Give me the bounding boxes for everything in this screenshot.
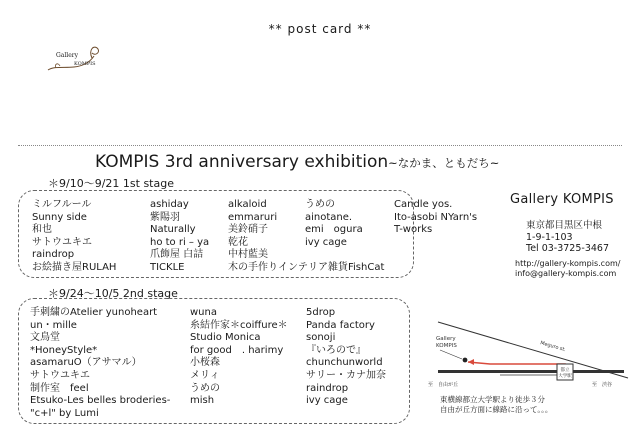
participant-name: サトウユキエ [30,369,90,381]
participant-name: 糸結作家＊coiffure＊ [190,319,288,331]
participant-name: TICKLE [150,261,185,273]
address-line: 1-9-1-103 [526,231,573,243]
gallery-location-icon [463,358,468,363]
participant-name: Ito-asobi NYarn's [394,211,478,223]
participant-name: ainotane. [305,211,353,223]
participant-name: Etsuko-Les belles broderies- [30,395,171,407]
logo-gallery-text: Gallery [56,52,79,59]
route-line [468,362,565,370]
stage1-column-1 [32,199,116,275]
stage2-column-1 [30,307,170,420]
participant-name: 爪飾屋 白詰 [150,249,204,261]
participant-name: sonoji [306,332,336,344]
stage2-column-3 [306,307,386,408]
participant-name: ho to ri – ya [150,236,210,248]
map-gallery-label: KOMPIS [436,343,457,349]
station-label: 大学駅 [558,374,572,379]
exhibition-title-main: KOMPIS 3rd anniversary exhibition [95,152,389,172]
participant-name: mish [190,395,215,407]
exhibition-title [95,152,499,172]
stage1-label: ＊9/10〜9/21 1st stage [48,177,174,190]
participant-name: emi ogura [305,224,363,236]
participant-name: 文鳥堂 [30,332,60,344]
participant-name: 小桜森 [190,357,220,369]
map-gallery-label: Gallery [436,336,456,342]
stage2-label: ＊9/24〜10/5 2nd stage [48,287,178,300]
access-note-line: 東横線都立大学駅より徒歩３分 [440,395,545,404]
participant-name: Candle yos. [394,199,453,210]
participant-name: "c+l" by Lumi [30,407,99,419]
participant-name: *HoneyStyle* [30,344,98,356]
website-url: http://gallery-kompis.com/ [515,259,621,268]
participant-name: うめの [190,382,220,394]
exhibition-title-sub: ~なかま、ともだち~ [388,156,500,170]
participant-name: 5drop [306,307,336,318]
participant-name: un・mille [30,319,77,331]
participant-name: うめの [305,199,335,210]
participant-name: お絵描き屋RULAH [32,261,117,273]
rail-line [438,370,624,373]
meguro-street-line [438,322,628,378]
participant-name: 乾花 [228,236,248,248]
gallery-web [515,259,620,279]
participant-name: Panda factory [306,319,375,331]
participant-name: chunchunworld [306,357,383,369]
participant-name: asamaruO（アサマル） [30,357,142,369]
dotted-separator [18,145,622,146]
participant-name: サトウユキエ [32,236,92,248]
phone-number: Tel 03-3725-3467 [526,243,609,254]
participant-name: raindrop [306,382,349,394]
gallery-name: Gallery KOMPIS [510,192,614,207]
access-note [440,395,552,414]
participant-name: for good . harimy [190,344,284,356]
participant-name: 木の手作りインテリア雑貨FishCat [228,261,385,273]
participant-name: ivy cage [305,236,347,248]
participant-name: Sunny side [32,211,87,223]
participant-name: ivy cage [306,395,348,407]
participant-name: alkaloid [228,199,267,210]
stage1-column-5 [394,199,477,237]
participant-name: 美鈴硝子 [228,224,268,236]
direction-left-label: 至 自由が丘 [428,382,459,388]
participant-name: Naturally [150,224,196,236]
stage1-column-2 [150,199,209,275]
route-arrow-icon [468,359,474,365]
station-label: 都立 [560,368,570,373]
participant-name: サリー・カナ加奈 [306,369,386,381]
participant-name: wuna [190,307,217,318]
participant-name: 『いろので』 [306,344,366,356]
street-label: Meguro st. [539,340,567,354]
gallery-address [526,220,609,255]
participant-name: ミルフルール [32,199,92,210]
participant-name: Studio Monica [190,332,261,344]
participant-name: メリィ [190,369,220,381]
access-note-line: 自由が丘方面に線路に沿って。。。 [440,404,553,414]
gallery-pointer-line [440,350,462,359]
participant-name: emmaruri [228,211,278,223]
participant-name: 中村藍美 [228,249,268,261]
participant-name: 和也 [32,224,52,236]
logo-kompis-text: KOMPIS [74,61,96,67]
participant-name: 手刺繍のAtelier yunoheart [30,307,158,318]
email-address: info@gallery-kompis.com [515,269,617,278]
address-line: 東京都目黒区中根 [526,220,603,231]
postcard-header: ** post card ** [268,22,372,36]
participant-name: 制作室 feel [30,382,89,394]
stage1-column-4 [305,199,363,249]
participant-name: ashiday [150,199,189,210]
participant-name: raindrop [32,249,75,261]
direction-right-label: 至 渋谷 [592,382,613,388]
stage2-column-2 [190,307,288,408]
participant-name: T-works [394,224,433,236]
participant-name: 紫陽羽 [150,211,180,223]
